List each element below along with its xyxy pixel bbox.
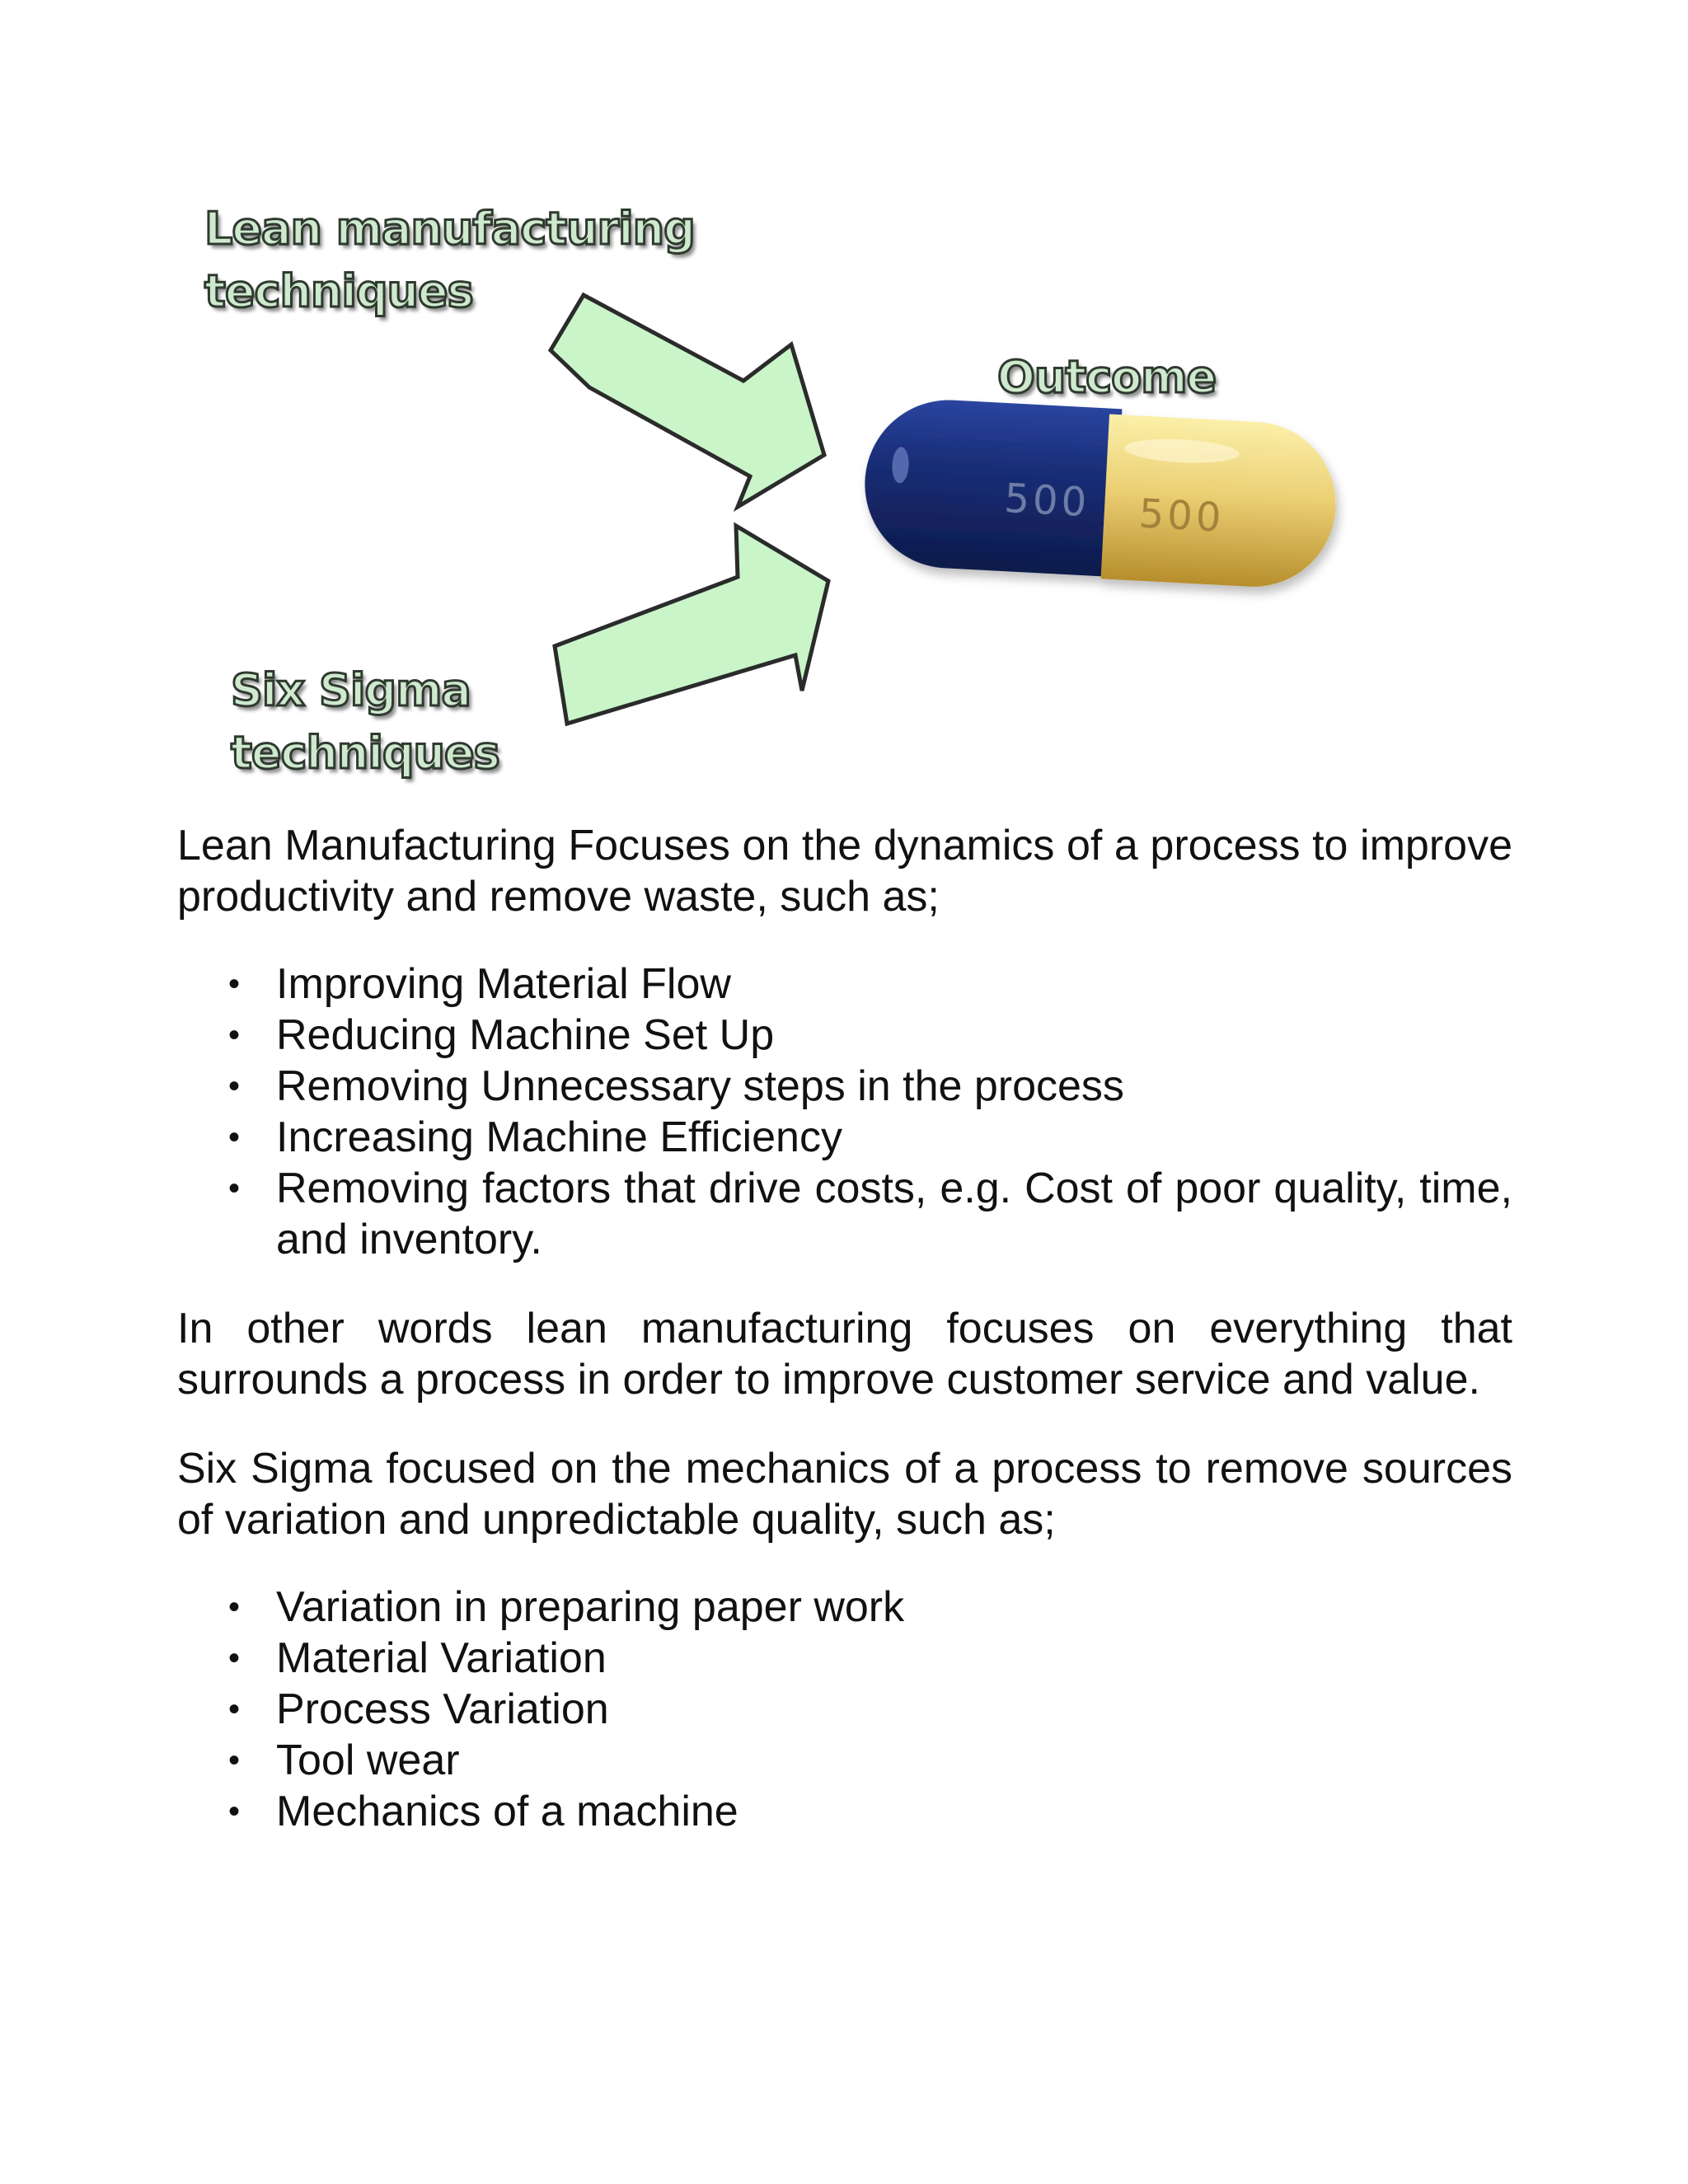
six-sigma-intro-paragraph: Six Sigma focused on the mechanics of a process to remove sources of variation and unpredictable quality, such as;: [177, 1445, 1512, 1544]
lean-six-sigma-figure: [0, 0, 1688, 824]
lean-bullet-list: [177, 958, 1512, 1265]
list-item: • Removing Unnecessary steps in the process: [177, 1061, 1512, 1112]
document-body: [177, 820, 1512, 1837]
lower-arrow: [555, 526, 828, 724]
lean-intro-paragraph: Lean Manufacturing Focuses on the dynamics of a process to improve productivity and remove waste, such as;: [177, 822, 1512, 921]
list-item: • Tool wear: [177, 1735, 1512, 1786]
outcome-label: Outcome: [997, 351, 1217, 403]
six-sigma-bullet-list: [177, 1582, 1512, 1837]
list-item: • Improving Material Flow: [177, 958, 1512, 1010]
lean-summary-paragraph: In other words lean manufacturing focuses on everything that surrounds a process in order to improve customer service and value.: [177, 1305, 1512, 1404]
capsule-left-text: 500: [1003, 476, 1091, 527]
upper-arrow: [551, 295, 824, 507]
capsule-right-text: 500: [1137, 490, 1226, 541]
capsule-pill: [860, 396, 1340, 591]
list-item: • Material Variation: [177, 1633, 1512, 1684]
list-item: • Reducing Machine Set Up: [177, 1010, 1512, 1061]
list-item: • Process Variation: [177, 1684, 1512, 1735]
lean-techniques-label: Lean manufacturing techniques: [204, 203, 695, 317]
six-sigma-techniques-label: Six Sigma techniques: [231, 664, 499, 779]
list-item: • Removing factors that drive costs, e.g. Cost of poor quality, time, and inventory.: [177, 1163, 1512, 1265]
list-item: • Mechanics of a machine: [177, 1786, 1512, 1837]
list-item: • Increasing Machine Efficiency: [177, 1112, 1512, 1163]
list-item: • Variation in preparing paper work: [177, 1582, 1512, 1633]
